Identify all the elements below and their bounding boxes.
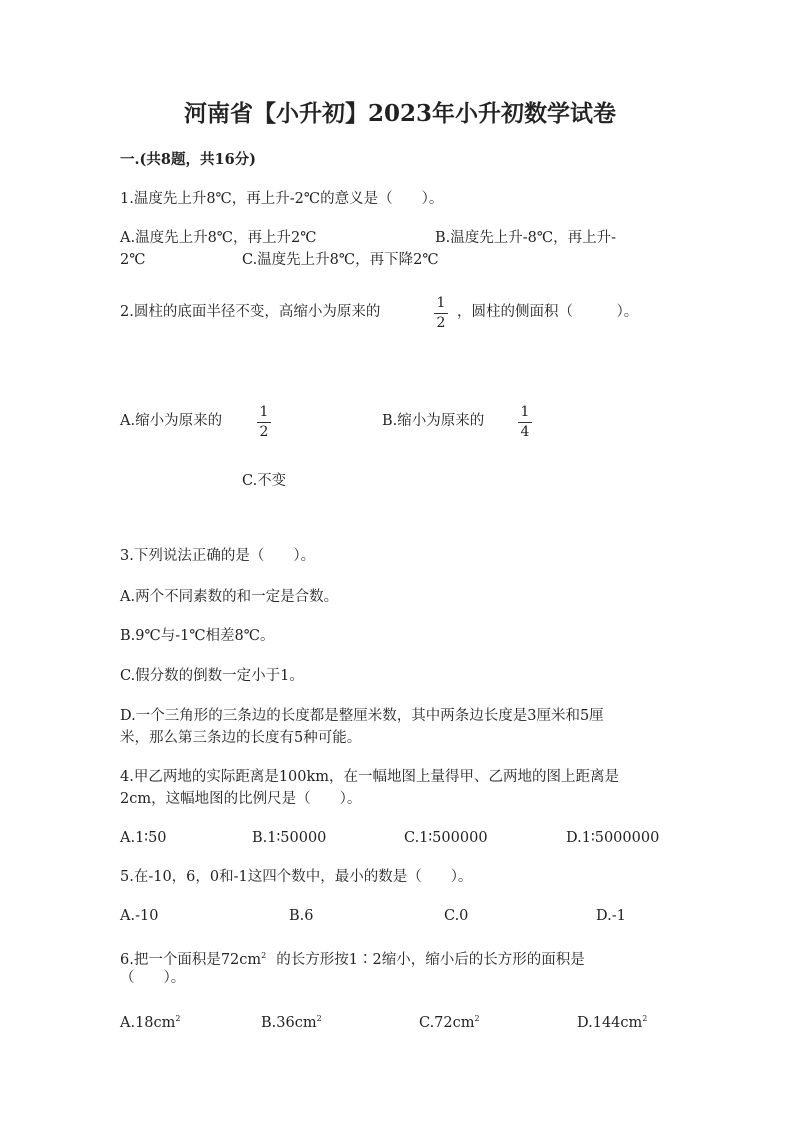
question-6-option-c xyxy=(419,1009,480,1033)
fraction-denominator: 2 xyxy=(259,424,269,440)
question-1-option-a: A.温度先上升8℃，再上升2℃ xyxy=(120,230,317,246)
question-2-stem-end: ，圆柱的侧面积（ ）。 xyxy=(457,304,639,320)
question-6-option-a xyxy=(120,1009,181,1033)
question-6-stem-start: 6.把一个面积是72cm xyxy=(120,952,262,968)
question-5-stem: 5.在-10，6，0和-1这四个数中，最小的数是（ ）。 xyxy=(120,869,473,885)
question-5-option-d: D.-1 xyxy=(596,908,626,924)
question-6-option-b xyxy=(261,1009,322,1033)
fraction-bar xyxy=(518,422,532,423)
option-text: A.18cm xyxy=(120,1015,176,1031)
question-6-stem-rest: 的长方形按1∶2缩小，缩小后的长方形的面积是 xyxy=(276,952,585,968)
question-3-option-d: D.一个三角形的三条边的长度都是整厘米数，其中两条边长度是3厘米和5厘 xyxy=(120,708,604,724)
question-6-stem xyxy=(120,946,585,970)
question-4-stem: 4.甲乙两地的实际距离是100km，在一幅地图上量得甲、乙两地的图上距离是 xyxy=(120,769,620,785)
question-4-option-a: A.1∶50 xyxy=(120,830,167,846)
fraction-denominator: 4 xyxy=(520,424,530,440)
question-5-option-c: C.0 xyxy=(444,908,469,924)
question-3-stem: 3.下列说法正确的是（ ）。 xyxy=(120,548,316,564)
question-2-option-b-fraction xyxy=(516,405,534,440)
fraction-numerator: 1 xyxy=(436,295,446,311)
question-2-option-a-fraction xyxy=(255,405,273,440)
superscript: 2 xyxy=(261,951,267,960)
question-3-option-c: C.假分数的倒数一定小于1。 xyxy=(120,668,304,684)
fraction-bar xyxy=(434,313,448,314)
fraction-numerator: 1 xyxy=(520,404,530,420)
question-2-stem-fraction xyxy=(432,296,450,331)
question-1-option-b: B.温度先上升-8℃，再上升- xyxy=(435,230,617,246)
superscript: 2 xyxy=(316,1014,322,1023)
fraction-numerator: 1 xyxy=(259,404,269,420)
question-2-option-c: C.不变 xyxy=(242,473,287,489)
question-4-option-b: B.1∶50000 xyxy=(252,830,327,846)
question-4-option-d: D.1∶5000000 xyxy=(566,830,660,846)
superscript: 2 xyxy=(642,1014,648,1023)
superscript: 2 xyxy=(175,1014,181,1023)
fraction-bar xyxy=(257,422,271,423)
page-title: 河南省【小升初】2023年小升初数学试卷 xyxy=(183,100,616,127)
question-6-option-d xyxy=(577,1009,647,1033)
question-3-option-d-continued: 米，那么第三条边的长度有5种可能。 xyxy=(120,730,362,746)
question-2-stem: 2.圆柱的底面半径不变，高缩小为原来的 xyxy=(120,304,381,320)
question-4-option-c: C.1∶500000 xyxy=(404,830,488,846)
option-text: B.36cm xyxy=(261,1015,317,1031)
question-5-option-a: A.-10 xyxy=(120,908,159,924)
question-1-option-b-continued: 2℃ xyxy=(120,252,146,268)
fraction-denominator: 2 xyxy=(436,315,446,331)
question-4-stem-continued: 2cm，这幅地图的比例尺是（ ）。 xyxy=(120,791,362,807)
question-6-stem-continued: （ ）。 xyxy=(120,970,186,986)
option-text: D.144cm xyxy=(577,1015,643,1031)
question-3-option-b: B.9℃与-1℃相差8℃。 xyxy=(120,628,275,644)
question-5-option-b: B.6 xyxy=(289,908,314,924)
superscript: 2 xyxy=(474,1014,480,1023)
question-3-option-a: A.两个不同素数的和一定是合数。 xyxy=(120,589,339,605)
question-2-option-b: B.缩小为原来的 xyxy=(382,413,485,429)
option-text: C.72cm xyxy=(419,1015,475,1031)
question-1-option-c: C.温度先上升8℃，再下降2℃ xyxy=(242,252,439,268)
question-2-option-a: A.缩小为原来的 xyxy=(120,413,223,429)
section-heading: 一.(共8题，共16分) xyxy=(120,151,257,168)
question-1-stem: 1.温度先上升8℃，再上升-2℃的意义是（ ）。 xyxy=(120,191,444,207)
